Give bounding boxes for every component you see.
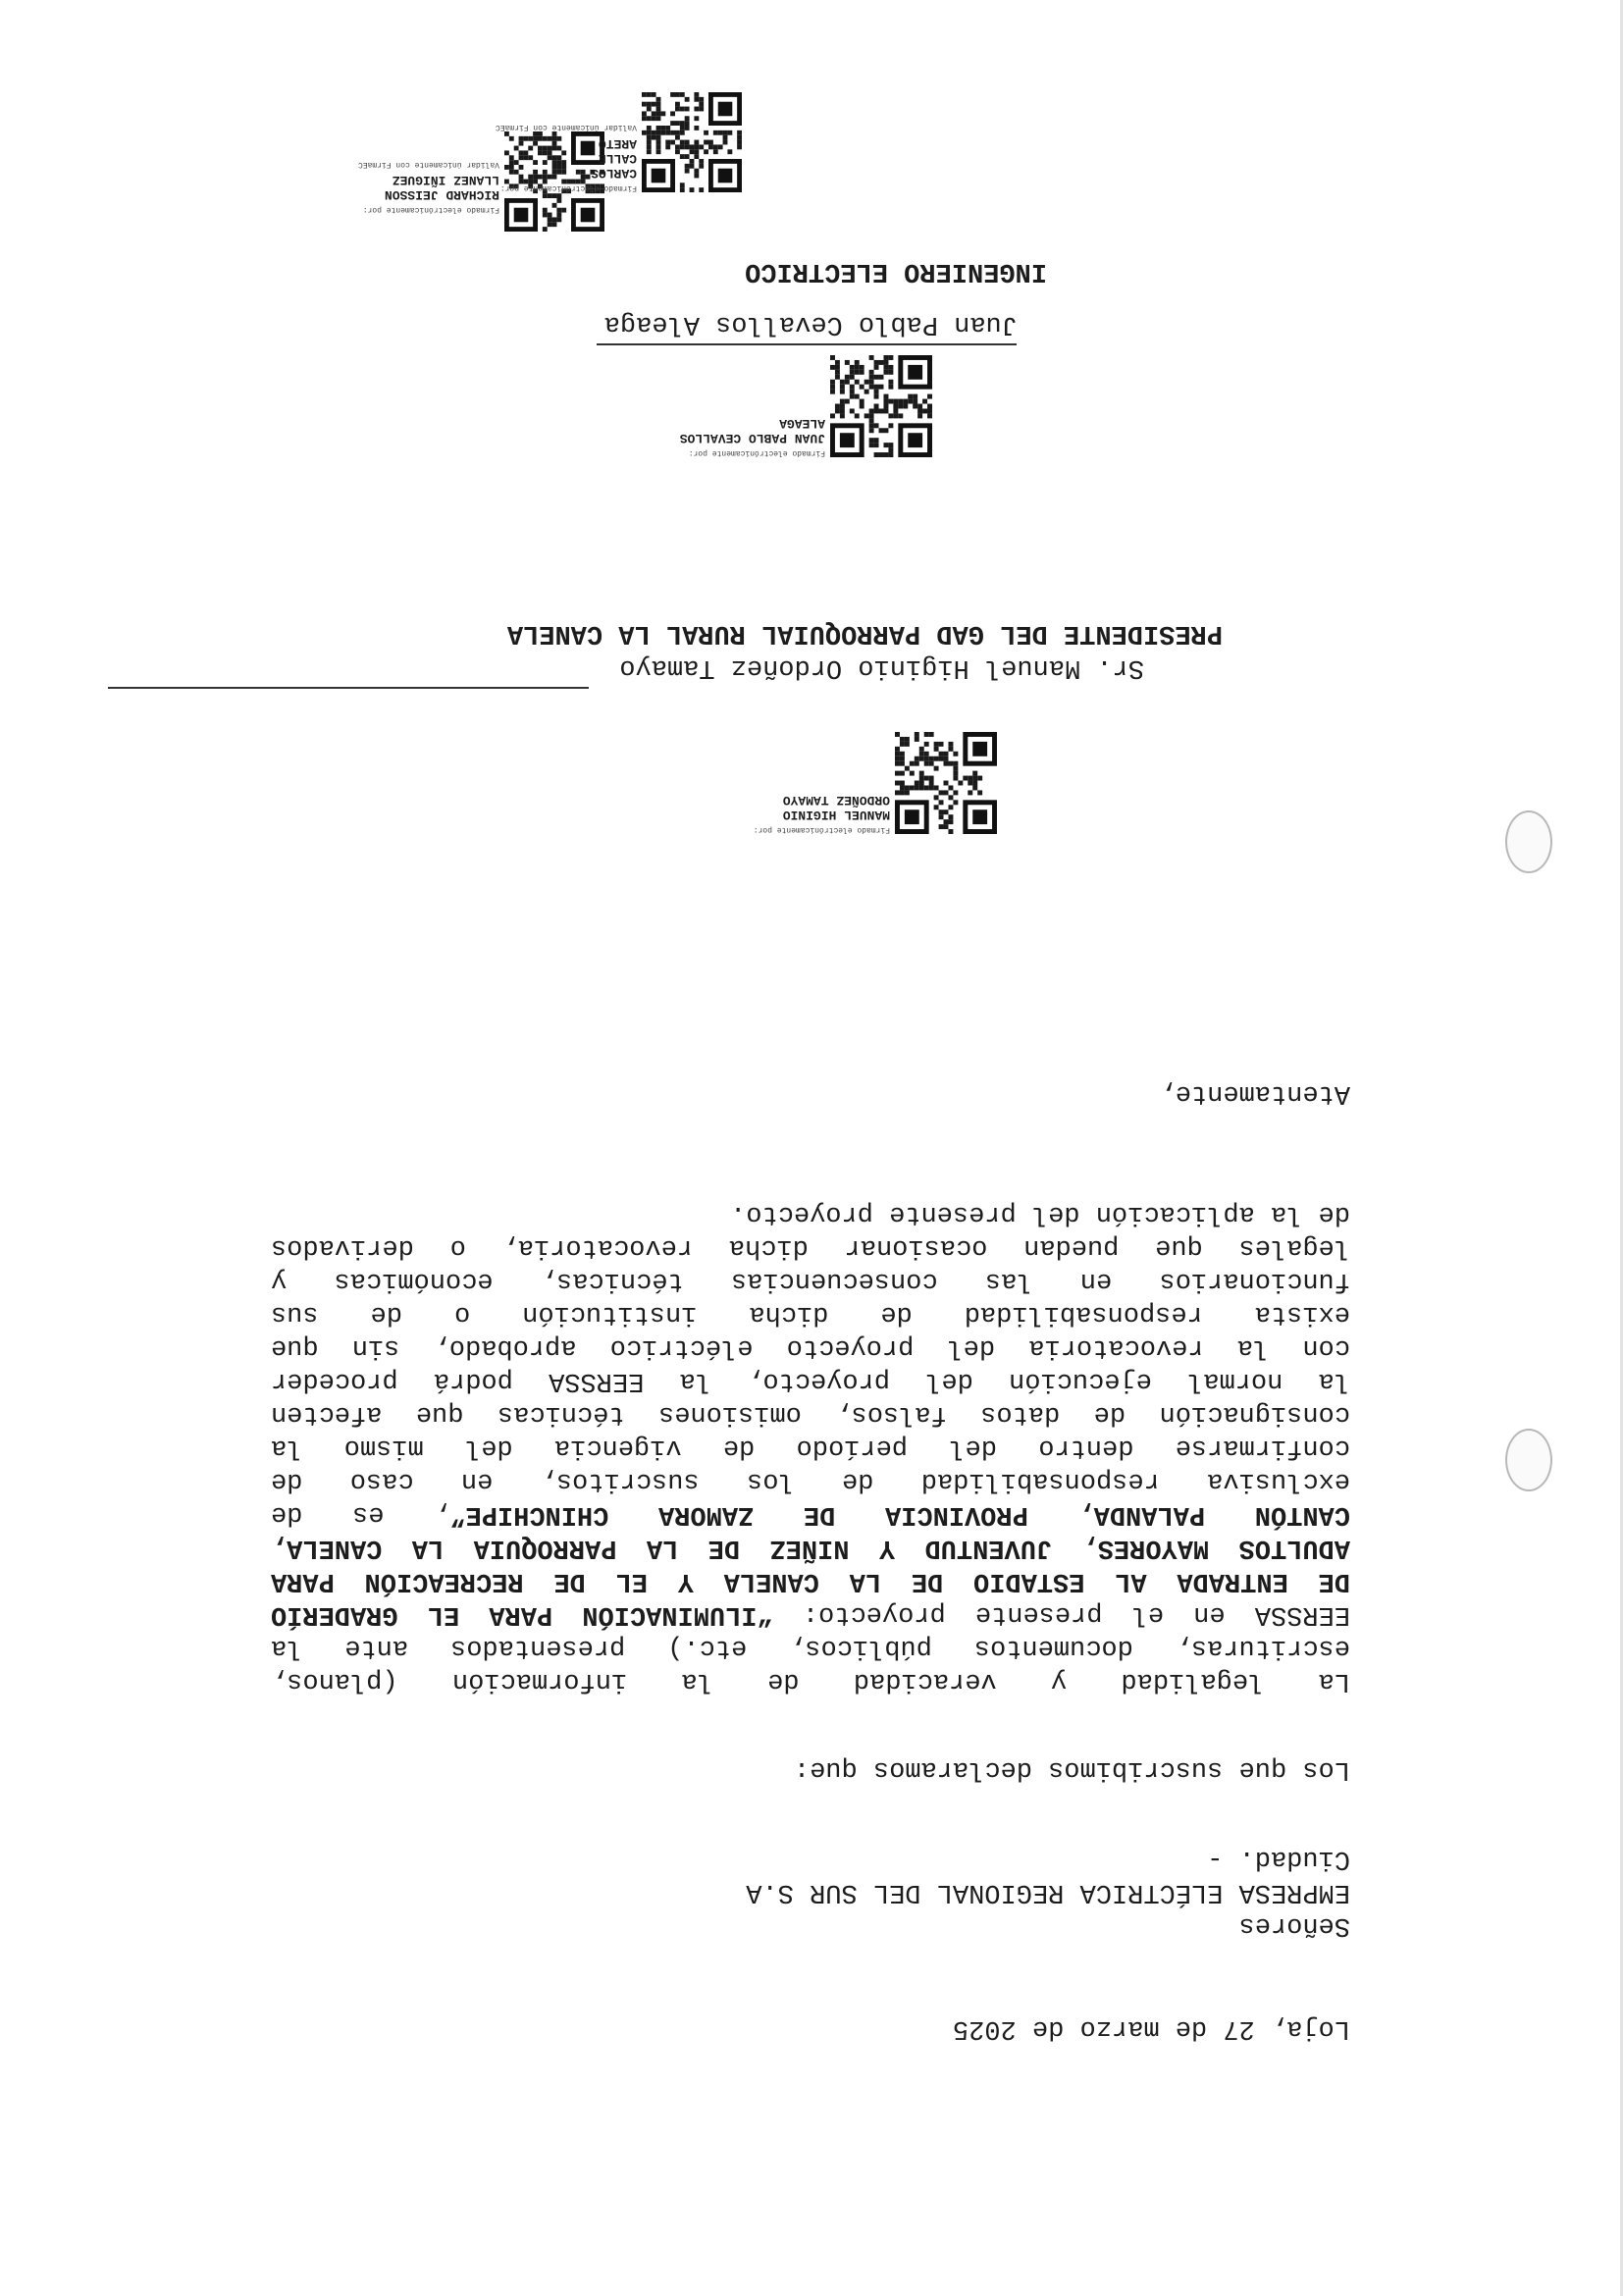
qr-signature-code — [504, 127, 604, 232]
body-line: escrituras, documentos públicos, etc.) presentados ante la — [271, 1633, 1350, 1662]
recipient-company: EMPRESA ELÉCTRICA REGIONAL DEL SUR S.A — [746, 1877, 1350, 1906]
signature-rule — [108, 687, 589, 689]
letter-body — [271, 652, 1350, 2045]
body-line: de la aplicación del presente proyecto. — [730, 1199, 1350, 1228]
body-line: con la revocatoria del proyecto eléctrico aprobado, sin que — [271, 1332, 1350, 1362]
body-line — [271, 1597, 1350, 1631]
recipient-salutation: Señores — [1238, 1910, 1350, 1940]
body-line: legales que puedan ocasionar dicha revocatoria, o derivados — [271, 1232, 1350, 1262]
body-line: exista responsabilidad de dicha institución o de sus — [271, 1299, 1350, 1329]
qr-signature-name: CARLOS CALLE ARETO — [591, 136, 637, 181]
project-title-line: ADULTOS MAYORES, JUVENTUD Y NIÑEZ DE LA PARROQUIA LA CANELA, — [271, 1533, 1350, 1562]
body-line: exclusiva responsabilidad de los suscritos, en caso de — [271, 1466, 1350, 1495]
signer-name: Sr. Manuel Higinio Ordoñez Tamayo — [619, 652, 1144, 682]
closing: Atentamente, — [1159, 1078, 1350, 1108]
project-title-end: CANTÓN PALANDA, PROVINCIA DE ZAMORA CHINCHIPE” — [449, 1499, 1350, 1529]
signer-name: Juan Pablo Cevallos Aleaga — [603, 309, 1018, 339]
qr-signature-code — [895, 727, 997, 834]
body-line: La legalidad y veracidad de la información (planos, — [271, 1666, 1350, 1696]
qr-signature-code — [642, 87, 742, 192]
body-line: funcionarios en las consecuencias técnicas, económicas y — [271, 1266, 1350, 1295]
project-title-line: DE ENTRADA AL ESTADIO DE LA CANELA Y EL DE RECREACIÓN PARA — [271, 1566, 1350, 1595]
body-line: confirmarse dentro del período de vigencia del mismo la — [271, 1433, 1350, 1462]
project-title-start: “ILUMINACIÓN PARA EL GRADERÍO — [271, 1599, 773, 1629]
body-line: la normal ejecución del proyecto, la EERSSA podrá proceder — [271, 1366, 1350, 1395]
signer-title: INGENIERO ELECTRICO — [745, 256, 1047, 286]
qr-signature-name: RICHARD JEISSON LLANEZ IÑIGUEZ — [384, 173, 499, 202]
signature-rule — [597, 343, 1017, 345]
qr-signature-code — [830, 350, 932, 457]
qr-signature-header: Firmado electrónicamente por: — [688, 448, 825, 457]
qr-signature-header: Firmado electrónicamente por: — [362, 205, 499, 214]
qr-signature-header: Firmado electrónicamente por: — [499, 183, 637, 192]
signer-title: PRESIDENTE DEL GAD PARROQUIAL RURAL LA CANELA — [506, 618, 1223, 648]
qr-signature-name: JUAN PABLO CEVALLOS ALEAGA — [679, 416, 825, 445]
qr-signature-name: MANUEL HIGINIO ORDOÑEZ TAMAYO — [782, 793, 890, 822]
place-date: Loja, 27 de marzo de 2025 — [952, 2013, 1350, 2043]
recipient-city: Ciudad. - — [1207, 1844, 1350, 1873]
qr-signature-footer: Validar únicamente con FirmaEC — [357, 160, 499, 169]
body-line-plain: EERSSA en el presente proyecto: — [772, 1599, 1350, 1629]
qr-signature-header: Firmado electrónicamente por: — [753, 825, 890, 834]
intro-line: Los que suscribimos declaramos que: — [793, 1754, 1350, 1784]
body-line — [271, 1497, 1350, 1531]
body-line: consignación de datos falsos, omisiones técnicas que afecten — [271, 1399, 1350, 1429]
body-line-plain: , es de — [270, 1499, 450, 1529]
qr-signature-footer: Validar únicamente con FirmaEC — [495, 123, 637, 131]
